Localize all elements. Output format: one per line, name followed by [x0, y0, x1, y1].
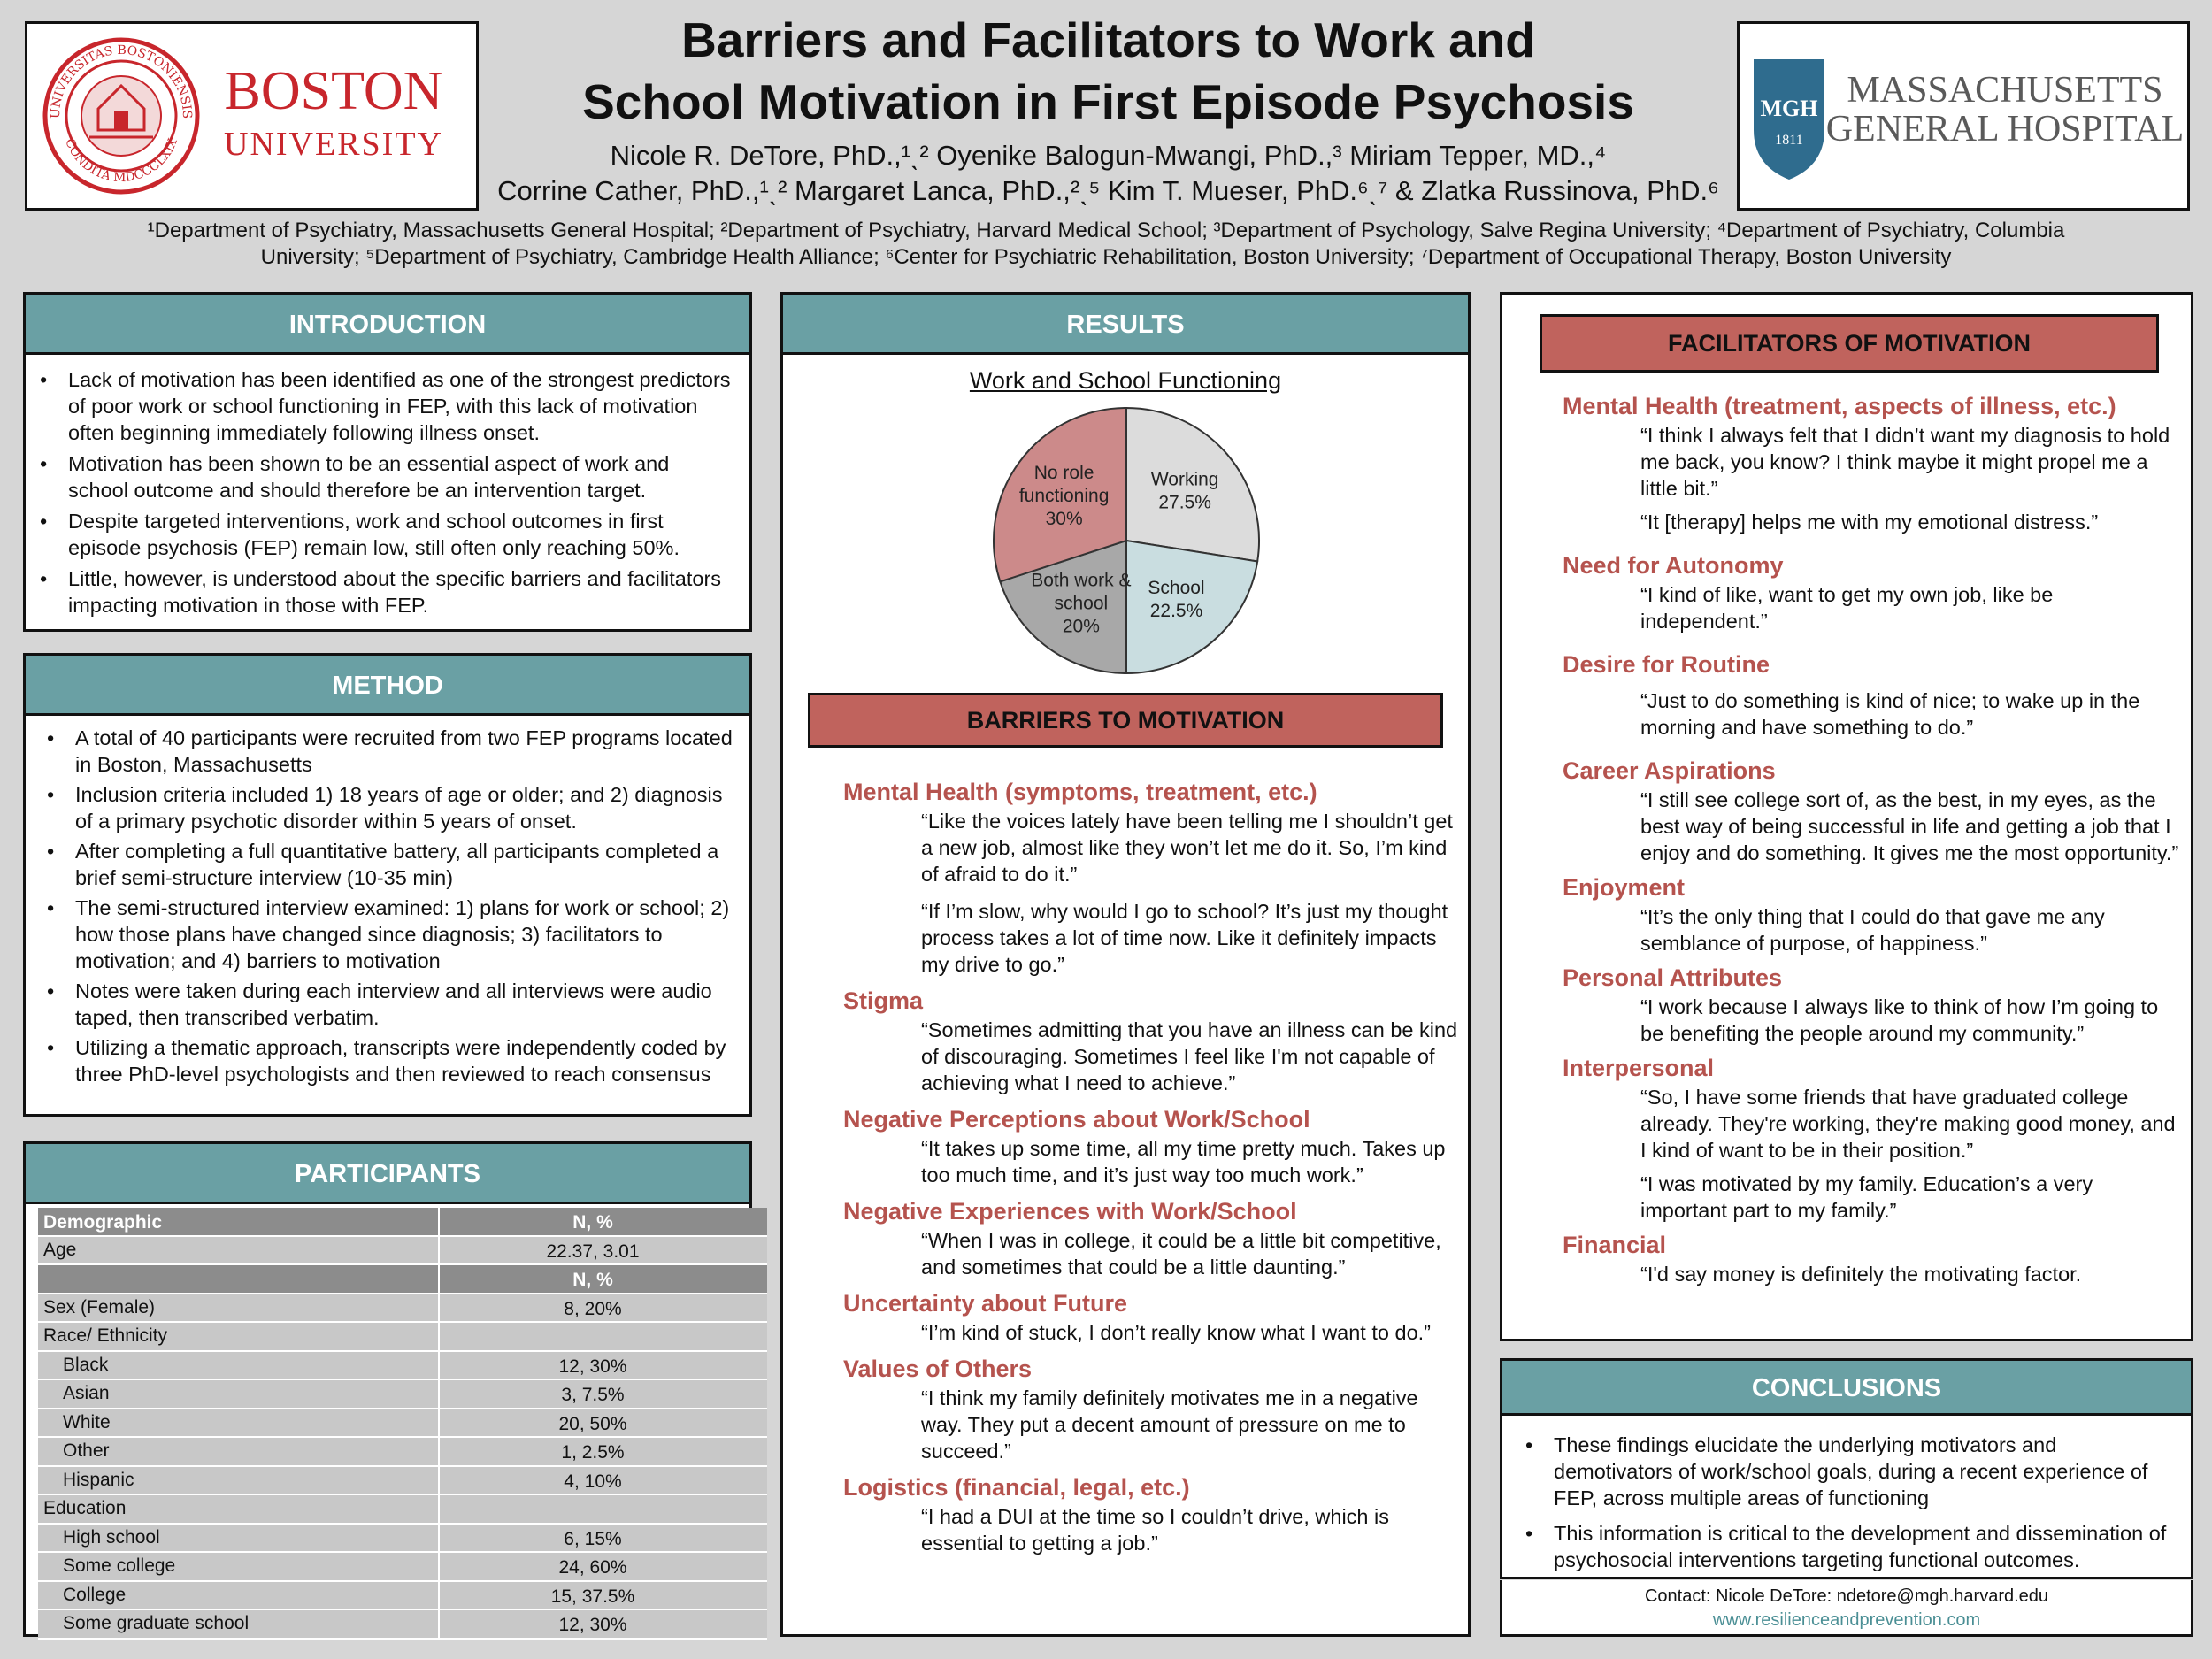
chart-title: Work and School Functioning [969, 367, 1282, 394]
table-cell-label: College [63, 1584, 127, 1605]
method-bullet: • After completing a full quantitative battery, all participants completed a brief semi-structure interview (10-35 min) [75, 838, 733, 891]
theme-quote: “It [therapy] helps me with my emotional distress.” [1640, 511, 2099, 534]
table-cell-value: 15, 37.5% [438, 1582, 746, 1609]
theme-quote: “I think my family definitely motivates me in a negative way. They put a decent amount of pressure on me to succeed.” [921, 1386, 1418, 1463]
facilitators-heading: FACILITATORS OF MOTIVATION [1540, 314, 2159, 373]
svg-text:MGH: MGH [1760, 96, 1818, 121]
pie-label: School 22.5% [1148, 578, 1205, 622]
introduction-bullet: • Little, however, is understood about the specific barriers and facilitators impacting motivation in those with FEP. [68, 565, 733, 618]
mgh-logo [1737, 21, 2190, 211]
poster-title [495, 9, 1721, 133]
conclusions-list [1502, 1416, 2191, 1573]
theme-title: Mental Health (symptoms, treatment, etc.) [843, 779, 1317, 805]
table-cell-value: 3, 7.5% [438, 1380, 746, 1408]
table-row [38, 1610, 767, 1640]
table-header-n-percent: N, % [438, 1208, 746, 1235]
table-row [38, 1294, 767, 1324]
results-panel [780, 292, 1471, 1637]
affiliations-line-1: ¹Department of Psychiatry, Massachusetts General Hospital; ²Department of Psychiatry, Harvard Medical School; ³Department of Psychology, Salve Regina University; ⁴Department of Psychiatry, Columbia [147, 219, 2065, 242]
table-cell-value: 12, 30% [438, 1352, 746, 1379]
table-row [38, 1352, 767, 1381]
table-cell-value: 22.37, 3.01 [438, 1237, 746, 1264]
authors-line-2: Corrine Cather, PhD.,¹ˎ² Margaret Lanca, PhD.,²ˎ⁵ Kim T. Mueser, PhD.⁶ˎ⁷ & Zlatka Russinova, PhD.⁶ [497, 175, 1719, 206]
introduction-panel [23, 292, 752, 632]
theme-quote: “Just to do something is kind of nice; to wake up in the morning and have something to do.” [1640, 689, 2140, 739]
participants-heading: PARTICIPANTS [26, 1144, 749, 1204]
theme-quote: “I was motivated by my family. Education’s a very important part to my family.” [1640, 1172, 2093, 1222]
facilitator-theme [1563, 1054, 2182, 1224]
pie-label: No role functioning 30% [1018, 462, 1110, 529]
theme-title: Career Aspirations [1563, 757, 1776, 784]
table-cell-value: 8, 20% [438, 1294, 746, 1322]
table-subheader-row [38, 1265, 767, 1294]
theme-title: Negative Perceptions about Work/School [843, 1106, 1310, 1133]
authors-line-1: Nicole R. DeTore, PhD.,¹ˎ² Oyenike Balogun-Mwangi, PhD.,³ Miriam Tepper, MD.,⁴ [610, 140, 1607, 171]
facilitator-theme [1563, 392, 2182, 535]
theme-title: Stigma [843, 987, 924, 1014]
facilitator-theme [1563, 551, 2182, 634]
theme-quote: “I kind of like, want to get my own job, like be independent.” [1640, 583, 2054, 633]
svg-text:UNIVERSITAS BOSTONIENSIS: UNIVERSITAS BOSTONIENSIS [48, 42, 195, 119]
table-cell-value [438, 1323, 746, 1350]
table-cell-label: High school [63, 1526, 160, 1548]
introduction-bullet: • Despite targeted interventions, work and school outcomes in first episode psychosis (FEP) remain low, still often only reaching 50%. [68, 508, 733, 561]
svg-text:BOSTON: BOSTON [224, 61, 443, 121]
svg-text:MASSACHUSETTS: MASSACHUSETTS [1847, 70, 2163, 111]
mgh-shield-icon [1740, 24, 2187, 208]
contact-box [1500, 1580, 2193, 1637]
facilitator-theme [1563, 650, 2182, 741]
table-row [38, 1323, 767, 1352]
table-cell-label: Race/ Ethnicity [43, 1325, 168, 1346]
barrier-theme [843, 1105, 1463, 1188]
introduction-bullet: • Motivation has been shown to be an essential aspect of work and school outcome and should therefore be an intervention target. [68, 450, 733, 503]
theme-title: Desire for Routine [1563, 651, 1770, 678]
participants-panel [23, 1141, 752, 1637]
table-cell-value: 1, 2.5% [438, 1438, 746, 1465]
website-link[interactable]: www.resilienceandprevention.com [1712, 1610, 1981, 1630]
title-line-1: Barriers and Facilitators to Work and [681, 12, 1535, 67]
theme-quote: “Sometimes admitting that you have an illness can be kind of discouraging. Sometimes I feel like I'm not capable of achieving what I need to achieve.” [921, 1018, 1458, 1094]
svg-text:UNIVERSITY: UNIVERSITY [224, 126, 443, 163]
table-row [38, 1467, 767, 1496]
barrier-theme [843, 1197, 1463, 1280]
table-row [38, 1237, 767, 1266]
barrier-theme [843, 1289, 1463, 1346]
table-row [38, 1380, 767, 1409]
table-cell-value: N, % [438, 1265, 746, 1293]
method-list [26, 716, 749, 1087]
theme-quote: “I still see college sort of, as the best, in my eyes, as the best way of being successful in life and getting a job that I enjoy and do something. It gives me the most opportunity.” [1640, 788, 2179, 864]
table-cell-value [438, 1495, 746, 1523]
facilitator-themes [1563, 392, 2182, 1287]
table-cell-label: Hispanic [63, 1469, 134, 1490]
theme-quote: “I had a DUI at the time so I couldn’t drive, which is essential to getting a job.” [921, 1505, 1389, 1555]
table-row [38, 1438, 767, 1467]
results-heading: RESULTS [783, 295, 1468, 355]
theme-quote: “It takes up some time, all my time pretty much. Takes up too much time, and it’s just way too much work.” [921, 1137, 1446, 1187]
theme-title: Uncertainty about Future [843, 1290, 1128, 1317]
method-bullet: • A total of 40 participants were recruited from two FEP programs located in Boston, Massachusetts [75, 725, 733, 778]
table-header-row [38, 1208, 767, 1237]
theme-title: Mental Health (treatment, aspects of illness, etc.) [1563, 393, 2116, 419]
svg-text:1811: 1811 [1775, 133, 1803, 148]
table-header-demographic: Demographic [43, 1212, 163, 1233]
introduction-bullet: • Lack of motivation has been identified as one of the strongest predictors of poor work or school functioning in FEP, with this lack of motivation often beginning immediately following illness onset. [68, 366, 733, 446]
table-row [38, 1553, 767, 1582]
svg-text:CONDITA MDCCCLXIX: CONDITA MDCCCLXIX [62, 136, 180, 186]
theme-quote: “If I’m slow, why would I go to school? It’s just my thought process takes a lot of time now. Like it definitely impacts my drive to go.” [921, 900, 1448, 976]
title-line-2: School Motivation in First Episode Psychosis [582, 74, 1634, 129]
barrier-theme [843, 987, 1463, 1096]
conclusions-bullet: • These findings elucidate the underlying motivators and demotivators of work/school goals, during a recent experience of FEP, across multiple areas of functioning [1554, 1432, 2175, 1511]
table-row [38, 1495, 767, 1525]
theme-quote: “I think I always felt that I didn’t want my diagnosis to hold me back, you know? I think maybe it might propel me a little bit.” [1640, 424, 2170, 500]
facilitators-panel [1500, 292, 2193, 1341]
facilitator-theme [1563, 1231, 2182, 1287]
method-bullet: • Utilizing a thematic approach, transcripts were independently coded by three PhD-level psychologists and then reviewed to reach consensus [75, 1034, 733, 1087]
table-cell-label: White [63, 1411, 111, 1432]
boston-university-logo [25, 21, 479, 211]
table-cell-value: 20, 50% [438, 1409, 746, 1437]
method-bullet: • Notes were taken during each interview and all interviews were audio taped, then transcribed verbatim. [75, 978, 733, 1031]
conclusions-panel [1500, 1358, 2193, 1579]
introduction-heading: INTRODUCTION [26, 295, 749, 355]
theme-quote: “So, I have some friends that have graduated college already. They're working, they're making good money, and I kind of want to be in their position.” [1640, 1086, 2176, 1162]
conclusions-heading: CONCLUSIONS [1502, 1361, 2191, 1416]
theme-title: Personal Attributes [1563, 964, 1783, 991]
demographics-table [38, 1208, 767, 1640]
theme-quote: “I work because I always like to think of how I’m going to be benefiting the people around my community.” [1640, 995, 2159, 1045]
table-cell-label: Black [63, 1354, 109, 1375]
theme-title: Logistics (financial, legal, etc.) [843, 1474, 1190, 1501]
table-cell-label: Asian [63, 1383, 110, 1403]
table-cell-label: Education [43, 1498, 127, 1518]
bu-seal-icon [27, 24, 476, 208]
barrier-themes [843, 769, 1463, 1556]
table-row [38, 1409, 767, 1439]
theme-quote: “I'd say money is definitely the motivating factor. [1640, 1263, 2082, 1286]
table-cell-label [38, 1265, 438, 1293]
theme-quote: “When I was in college, it could be a little bit competitive, and sometimes that could be a little daunting.” [921, 1229, 1441, 1279]
contact-email: Contact: Nicole DeTore: ndetore@mgh.harvard.edu [1644, 1586, 2049, 1606]
theme-title: Enjoyment [1563, 874, 1686, 901]
conclusions-bullet: • This information is critical to the development and dissemination of psychosocial interventions targeting functional outcomes. [1554, 1520, 2175, 1573]
method-bullet: • The semi-structured interview examined: 1) plans for work or school; 2) how those plans have changed since diagnosis; 3) facilitators to motivation; and 4) barriers to motivation [75, 895, 733, 974]
work-school-pie-chart [985, 399, 1268, 682]
theme-quote: “I’m kind of stuck, I don’t really know what I want to do.” [921, 1321, 1431, 1344]
theme-title: Values of Others [843, 1356, 1033, 1382]
theme-title: Interpersonal [1563, 1055, 1715, 1081]
svg-text:GENERAL HOSPITAL: GENERAL HOSPITAL [1825, 109, 2185, 150]
theme-quote: “It’s the only thing that I could do that gave me any semblance of purpose, of happiness.” [1640, 905, 2105, 955]
table-cell-label: Sex (Female) [43, 1296, 156, 1317]
affiliations-line-2: University; ⁵Department of Psychiatry, Cambridge Health Alliance; ⁶Center for Psychiatric Rehabilitation, Boston University; ⁷Department of Occupational Therapy, Boston University [260, 245, 1952, 269]
barrier-theme [843, 1473, 1463, 1556]
method-panel [23, 653, 752, 1117]
introduction-list [26, 355, 749, 618]
method-bullet: • Inclusion criteria included 1) 18 years of age or older; and 2) diagnosis of a primary psychotic disorder within 5 years of onset. [75, 781, 733, 834]
theme-quote: “Like the voices lately have been telling me I shouldn’t get a new job, almost like they won’t let me do it. So, I’m kind of afraid to do it.” [921, 810, 1453, 886]
pie-label: Both work & school 20% [1031, 570, 1132, 637]
barriers-heading: BARRIERS TO MOTIVATION [808, 693, 1443, 748]
table-cell-value: 4, 10% [438, 1467, 746, 1494]
table-cell-value: 6, 15% [438, 1525, 746, 1552]
barrier-theme [843, 778, 1463, 978]
theme-title: Negative Experiences with Work/School [843, 1198, 1297, 1225]
facilitator-theme [1563, 964, 2182, 1047]
facilitator-theme [1563, 757, 2182, 866]
pie-label: Working 27.5% [1150, 469, 1219, 513]
table-cell-value: 24, 60% [438, 1553, 746, 1580]
table-cell-value: 12, 30% [438, 1610, 746, 1638]
table-cell-label: Age [43, 1239, 77, 1260]
table-cell-label: Some graduate school [63, 1613, 250, 1633]
table-cell-label: Some college [63, 1555, 176, 1576]
table-row [38, 1582, 767, 1611]
table-row [38, 1525, 767, 1554]
authors [495, 138, 1721, 209]
table-cell-label: Other [63, 1440, 110, 1461]
theme-title: Financial [1563, 1232, 1667, 1258]
affiliations [88, 218, 2124, 271]
theme-title: Need for Autonomy [1563, 552, 1784, 579]
method-heading: METHOD [26, 656, 749, 716]
facilitator-theme [1563, 873, 2182, 956]
barrier-theme [843, 1355, 1463, 1464]
